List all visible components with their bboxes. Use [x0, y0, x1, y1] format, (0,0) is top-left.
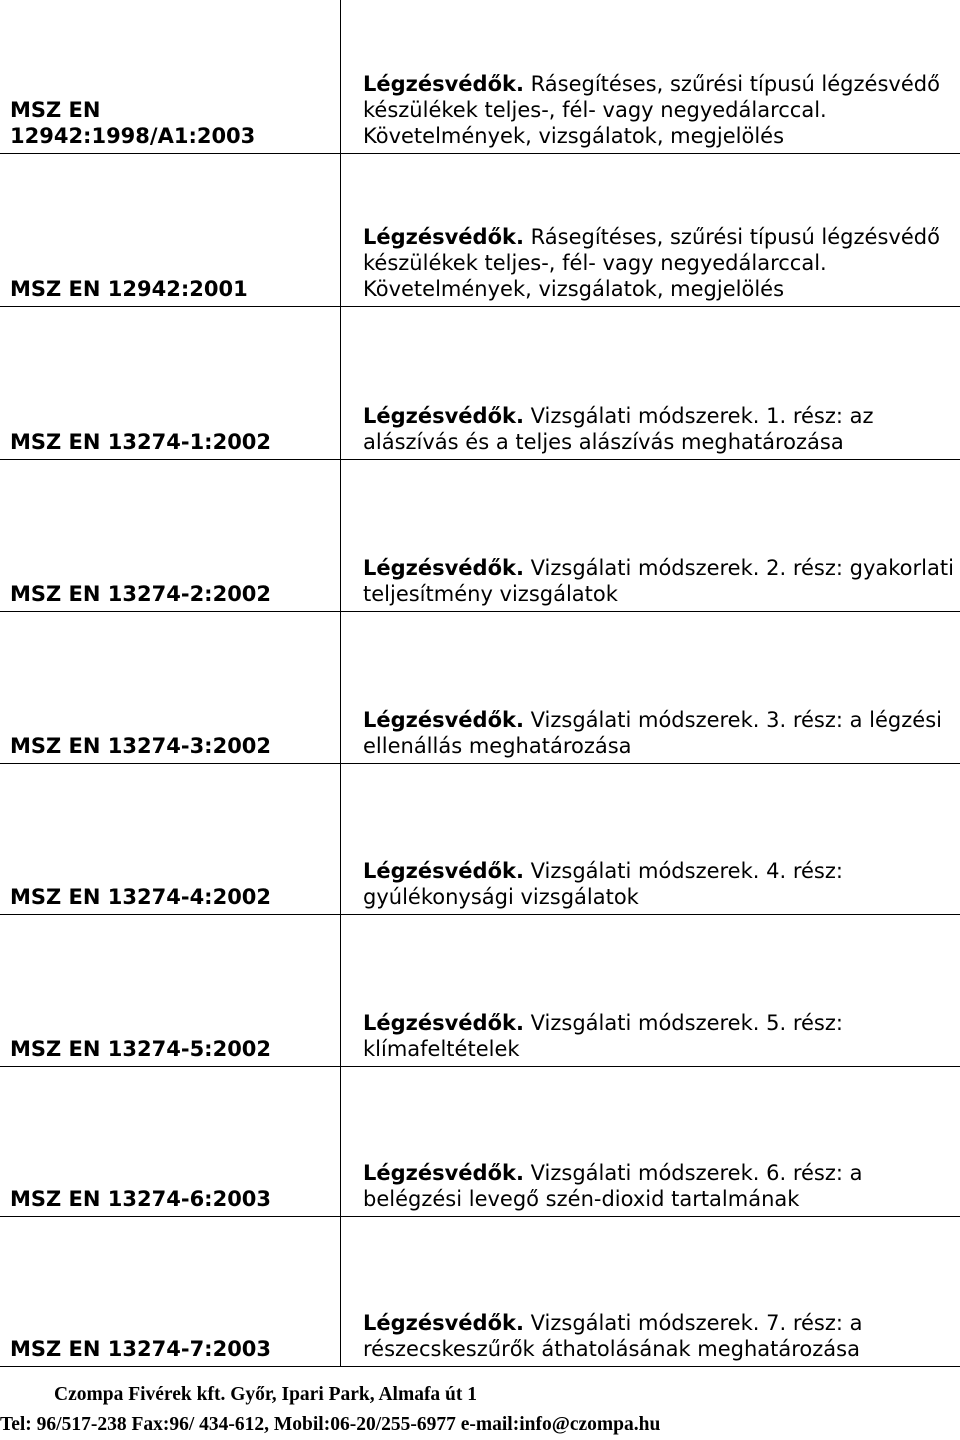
standard-code: MSZ EN 12942:1998/A1:2003: [0, 0, 341, 153]
standard-title: Légzésvédők. Vizsgálati módszerek. 1. rész: az alászívás és a teljes alászívás meghatározása: [341, 306, 960, 459]
table-row: [0, 153, 960, 306]
standard-code: MSZ EN 13274-6:2003: [0, 1066, 341, 1216]
standard-title: Légzésvédők. Vizsgálati módszerek. 3. rész: a légzési ellenállás meghatározása: [341, 611, 960, 763]
table-row: [0, 763, 960, 914]
standard-code: MSZ EN 12942:2001: [0, 153, 341, 306]
table-row: [0, 914, 960, 1066]
table-row: [0, 1216, 960, 1366]
standard-title: Légzésvédők. Vizsgálati módszerek. 6. rész: a belégzési levegő szén-dioxid tartalmának: [341, 1066, 960, 1216]
standard-code: MSZ EN 13274-4:2002: [0, 763, 341, 914]
table-row: [0, 0, 960, 153]
standard-title: Légzésvédők. Rásegítéses, szűrési típusú légzésvédő készülékek teljes-, fél- vagy negyedálarccal. Követelmények, vizsgálatok, megjelölés: [341, 153, 960, 306]
company-footer: [54, 1380, 660, 1440]
table-row: [0, 306, 960, 459]
table-row: [0, 459, 960, 611]
footer-contact: Tel: 96/517-238 Fax:96/ 434-612, Mobil:06-20/255-6977 e-mail:info@czompa.hu: [0, 1410, 660, 1440]
standard-title: Légzésvédők. Rásegítéses, szűrési típusú légzésvédő készülékek teljes-, fél- vagy negyedálarccal. Követelmények, vizsgálatok, megjelölés: [341, 0, 960, 153]
standard-code: MSZ EN 13274-5:2002: [0, 914, 341, 1066]
standard-title: Légzésvédők. Vizsgálati módszerek. 7. rész: a részecskeszűrők áthatolásának meghatározása: [341, 1216, 960, 1366]
standard-code: MSZ EN 13274-1:2002: [0, 306, 341, 459]
table-row: [0, 611, 960, 763]
standard-title: Légzésvédők. Vizsgálati módszerek. 2. rész: gyakorlati teljesítmény vizsgálatok: [341, 459, 960, 611]
standard-code: MSZ EN 13274-2:2002: [0, 459, 341, 611]
footer-address: Czompa Fivérek kft. Győr, Ipari Park, Almafa út 1: [54, 1380, 660, 1410]
standard-code: MSZ EN 13274-7:2003: [0, 1216, 341, 1366]
standard-code: MSZ EN 13274-3:2002: [0, 611, 341, 763]
standard-title: Légzésvédők. Vizsgálati módszerek. 4. rész: gyúlékonysági vizsgálatok: [341, 763, 960, 914]
table-row: [0, 1066, 960, 1216]
standard-title: Légzésvédők. Vizsgálati módszerek. 5. rész: klímafeltételek: [341, 914, 960, 1066]
